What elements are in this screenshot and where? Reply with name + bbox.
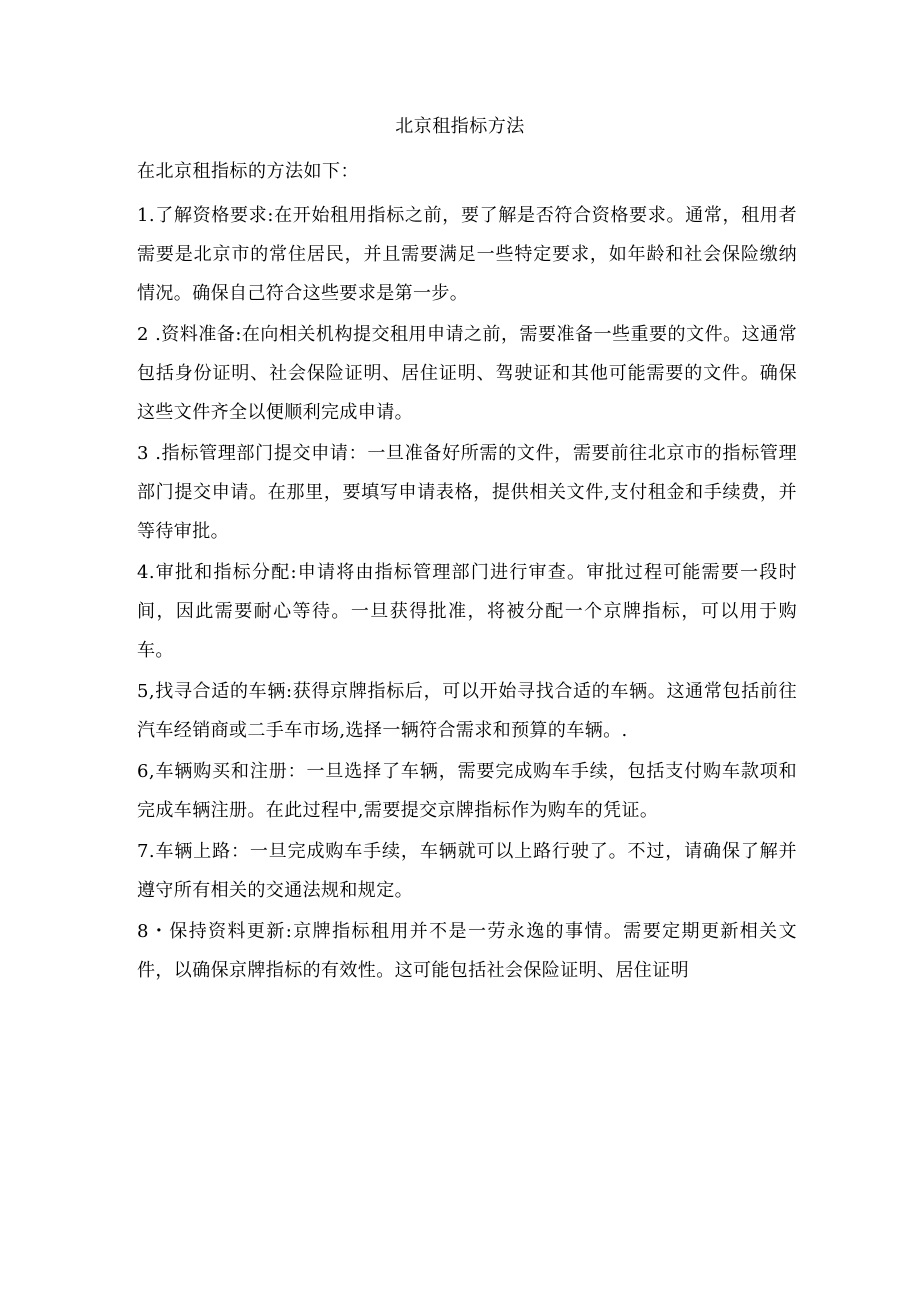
list-item: 8・保持资料更新:京牌指标租用并不是一劳永逸的事情。需要定期更新相关文件，以确保京牌指标的有效性。这可能包括社会保险证明、居住证明 [137,921,797,981]
list-item: 5,找寻合适的车辆:获得京牌指标后，可以开始寻找合适的车辆。这通常包括前往汽车经销商或二手车市场,选择一辆符合需求和预算的车辆。. [137,681,797,741]
list-item: 1.了解资格要求:在开始租用指标之前，要了解是否符合资格要求。通常，租用者需要是北京市的常住居民，并且需要满足一些特定要求，如年龄和社会保险缴纳情况。确保自己符合这些要求是第一步。 [137,205,797,304]
list-item: 6,车辆购买和注册：一旦选择了车辆，需要完成购车手续，包括支付购车款项和完成车辆注册。在此过程中,需要提交京牌指标作为购车的凭证。 [137,761,797,821]
list-item: 3 .指标管理部门提交申请：一旦准备好所需的文件，需要前往北京市的指标管理部门提交申请。在那里，要填写申请表格，提供相关文件,支付租金和手续费，并等待审批。 [137,443,797,542]
list-item: 7.车辆上路：一旦完成购车手续，车辆就可以上路行驶了。不过，请确保了解并遵守所有相关的交通法规和规定。 [137,841,797,901]
document-title: 北京租指标方法 [395,116,525,137]
list-item: 2 .资料准备:在向相关机构提交租用申请之前，需要准备一些重要的文件。这通常包括身份证明、社会保险证明、居住证明、驾驶证和其他可能需要的文件。确保这些文件齐全以便顺利完成申请。 [137,324,797,423]
document-body [137,154,797,992]
intro-paragraph: 在北京租指标的方法如下： [137,161,359,182]
list-item: 4.审批和指标分配:申请将由指标管理部门进行审查。审批过程可能需要一段时间，因此需要耐心等待。一旦获得批准，将被分配一个京牌指标，可以用于购车。 [137,562,797,661]
